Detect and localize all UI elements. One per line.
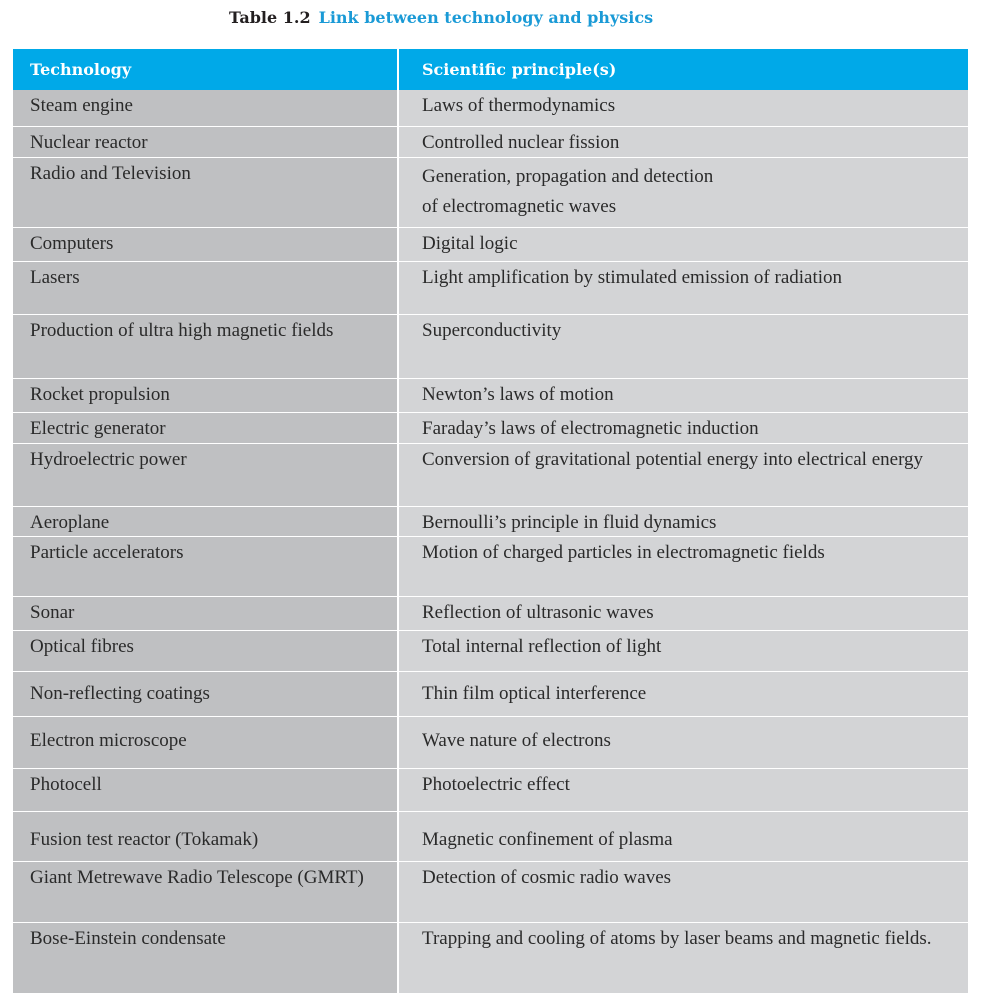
table-row [13,158,968,228]
table-row [13,923,968,993]
table-row [13,769,968,812]
technology-cell: Radio and Television [13,158,397,228]
technology-cell: Optical fibres [13,631,397,672]
table-row [13,631,968,672]
technology-cell: Fusion test reactor (Tokamak) [13,812,397,862]
principle-cell: Generation, propagation and detection of electromagnetic waves [399,158,968,228]
principle-cell: Bernoulli’s principle in fluid dynamics [399,507,968,537]
technology-cell: Nuclear reactor [13,127,397,158]
technology-cell: Hydroelectric power [13,444,397,507]
principle-cell: Digital logic [399,228,968,262]
table-row [13,90,968,127]
table-row [13,812,968,862]
principle-cell: Thin film optical interference [399,672,968,717]
technology-cell: Computers [13,228,397,262]
technology-cell: Particle accelerators [13,537,397,597]
table-row [13,262,968,315]
technology-cell: Sonar [13,597,397,631]
table-row [13,127,968,158]
table-row [13,717,968,769]
technology-cell: Rocket propulsion [13,379,397,413]
table-caption: Link between technology and physics [318,8,654,27]
principle-cell: Total internal reflection of light [399,631,968,672]
table-row [13,537,968,597]
principle-cell: Detection of cosmic radio waves [399,862,968,923]
principle-cell: Wave nature of electrons [399,717,968,769]
technology-cell: Lasers [13,262,397,315]
table-row [13,507,968,537]
technology-cell: Steam engine [13,90,397,127]
table-row [13,228,968,262]
principle-cell: Motion of charged particles in electromagnetic fields [399,537,968,597]
principle-cell: Light amplification by stimulated emission of radiation [399,262,968,315]
principle-cell: Photoelectric effect [399,769,968,812]
table-title [229,8,653,27]
technology-cell: Giant Metrewave Radio Telescope (GMRT) [13,862,397,923]
technology-cell: Photocell [13,769,397,812]
technology-cell: Aeroplane [13,507,397,537]
technology-cell: Bose-Einstein condensate [13,923,397,993]
principle-cell: Superconductivity [399,315,968,379]
principle-cell: Newton’s laws of motion [399,379,968,413]
table-row [13,862,968,923]
table-row [13,444,968,507]
technology-cell: Production of ultra high magnetic fields [13,315,397,379]
principle-cell: Trapping and cooling of atoms by laser beams and magnetic fields. [399,923,968,993]
technology-cell: Non-reflecting coatings [13,672,397,717]
table-row [13,413,968,444]
principle-cell: Laws of thermodynamics [399,90,968,127]
principle-cell: Controlled nuclear fission [399,127,968,158]
principle-cell: Magnetic confinement of plasma [399,812,968,862]
header-scientific-principles: Scientific principle(s) [399,49,968,90]
table-row [13,315,968,379]
table-number: Table 1.2 [229,8,311,27]
technology-cell: Electron microscope [13,717,397,769]
table-row [13,597,968,631]
table-row [13,379,968,413]
technology-cell: Electric generator [13,413,397,444]
principle-cell: Reflection of ultrasonic waves [399,597,968,631]
header-technology: Technology [13,49,397,90]
principle-cell: Conversion of gravitational potential energy into electrical energy [399,444,968,507]
principle-cell: Faraday’s laws of electromagnetic induction [399,413,968,444]
table-row [13,672,968,717]
table-header-row [13,49,968,90]
